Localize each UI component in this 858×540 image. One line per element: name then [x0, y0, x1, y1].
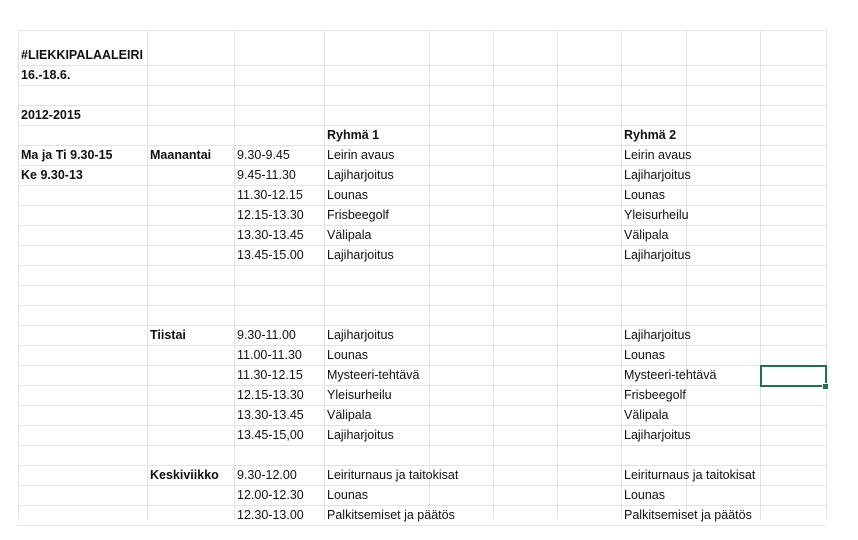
row-gridline [18, 30, 826, 31]
row-gridline [18, 245, 826, 246]
time-cell[interactable]: 13.45-15.00 [237, 248, 304, 262]
row-gridline [18, 145, 826, 146]
row-gridline [18, 385, 826, 386]
row-gridline [18, 285, 826, 286]
group1-activity-cell[interactable]: Leiriturnaus ja taitokisat [327, 468, 459, 482]
column-gridline [324, 30, 325, 520]
row-gridline [18, 225, 826, 226]
column-gridline [18, 30, 19, 520]
time-cell[interactable]: 13.45-15,00 [237, 428, 304, 442]
header-cell[interactable]: Ryhmä 1 [327, 128, 380, 142]
group2-activity-cell[interactable]: Palkitsemiset ja päätös [624, 508, 752, 522]
group1-activity-cell[interactable]: Lajiharjoitus [327, 328, 394, 342]
row-gridline [18, 65, 826, 66]
group2-activity-cell[interactable]: Lounas [624, 348, 666, 362]
group2-activity-cell[interactable]: Frisbeegolf [624, 388, 686, 402]
time-cell[interactable]: 11.30-12.15 [237, 368, 303, 382]
column-gridline [760, 30, 761, 520]
time-cell[interactable]: 9.30-9.45 [237, 148, 290, 162]
group1-activity-cell[interactable]: Frisbeegolf [327, 208, 389, 222]
group2-activity-cell[interactable]: Mysteeri-tehtävä [624, 368, 717, 382]
row-gridline [18, 485, 826, 486]
column-gridline [557, 30, 558, 520]
group2-activity-cell[interactable]: Välipala [624, 228, 669, 242]
group2-activity-cell[interactable]: Lajiharjoitus [624, 168, 691, 182]
group2-activity-cell[interactable]: Välipala [624, 408, 669, 422]
header-cell[interactable]: #LIEKKIPALAALEIRI [21, 48, 143, 62]
time-cell[interactable]: 12.30-13.00 [237, 508, 304, 522]
time-cell[interactable]: 12.00-12.30 [237, 488, 304, 502]
time-cell[interactable]: 11.00-11.30 [237, 348, 302, 362]
day-label-cell[interactable]: Maanantai [150, 148, 212, 162]
row-gridline [18, 185, 826, 186]
row-gridline [18, 445, 826, 446]
time-cell[interactable]: 9.30-12.00 [237, 468, 297, 482]
group2-activity-cell[interactable]: Leiriturnaus ja taitokisat [624, 468, 756, 482]
group2-activity-cell[interactable]: Yleisurheilu [624, 208, 689, 222]
group1-activity-cell[interactable]: Mysteeri-tehtävä [327, 368, 420, 382]
group1-activity-cell[interactable]: Lounas [327, 188, 369, 202]
row-gridline [18, 165, 826, 166]
group2-activity-cell[interactable]: Lajiharjoitus [624, 428, 691, 442]
group2-activity-cell[interactable]: Leirin avaus [624, 148, 692, 162]
row-gridline [18, 105, 826, 106]
row-gridline [18, 325, 826, 326]
row-gridline [18, 125, 826, 126]
time-cell[interactable]: 12.15-13.30 [237, 208, 304, 222]
column-gridline [686, 30, 687, 520]
row-gridline [18, 425, 826, 426]
row-gridline [18, 305, 826, 306]
group1-activity-cell[interactable]: Välipala [327, 408, 372, 422]
group1-activity-cell[interactable]: Yleisurheilu [327, 388, 392, 402]
fill-handle[interactable] [822, 383, 829, 390]
column-gridline [826, 30, 827, 520]
column-gridline [429, 30, 430, 520]
group2-activity-cell[interactable]: Lounas [624, 188, 666, 202]
day-label-cell[interactable]: Tiistai [150, 328, 186, 342]
group1-activity-cell[interactable]: Lajiharjoitus [327, 248, 394, 262]
group1-activity-cell[interactable]: Palkitsemiset ja päätös [327, 508, 455, 522]
header-cell[interactable]: Ryhmä 2 [624, 128, 677, 142]
header-cell[interactable]: 2012-2015 [21, 108, 81, 122]
group1-activity-cell[interactable]: Lajiharjoitus [327, 428, 394, 442]
group1-activity-cell[interactable]: Lajiharjoitus [327, 168, 394, 182]
group1-activity-cell[interactable]: Välipala [327, 228, 372, 242]
column-gridline [493, 30, 494, 520]
column-gridline [234, 30, 235, 520]
row-gridline [18, 345, 826, 346]
group1-activity-cell[interactable]: Leirin avaus [327, 148, 395, 162]
header-cell[interactable]: 16.-18.6. [21, 68, 71, 82]
time-cell[interactable]: 11.30-12.15 [237, 188, 303, 202]
time-cell[interactable]: 9.45-11.30 [237, 168, 296, 182]
day-label-cell[interactable]: Keskiviikko [150, 468, 219, 482]
group2-activity-cell[interactable]: Lajiharjoitus [624, 248, 691, 262]
row-gridline [18, 405, 826, 406]
row-gridline [18, 85, 826, 86]
time-cell[interactable]: 13.30-13.45 [237, 228, 304, 242]
column-gridline [147, 30, 148, 520]
time-cell[interactable]: 13.30-13.45 [237, 408, 304, 422]
selected-cell[interactable] [760, 365, 827, 387]
group1-activity-cell[interactable]: Lounas [327, 348, 369, 362]
column-gridline [621, 30, 622, 520]
group2-activity-cell[interactable]: Lajiharjoitus [624, 328, 691, 342]
row-gridline [18, 525, 826, 526]
header-cell[interactable]: Ke 9.30-13 [21, 168, 83, 182]
header-cell[interactable]: Ma ja Ti 9.30-15 [21, 148, 113, 162]
group1-activity-cell[interactable]: Lounas [327, 488, 369, 502]
row-gridline [18, 265, 826, 266]
group2-activity-cell[interactable]: Lounas [624, 488, 666, 502]
time-cell[interactable]: 9.30-11.00 [237, 328, 296, 342]
row-gridline [18, 205, 826, 206]
time-cell[interactable]: 12.15-13.30 [237, 388, 304, 402]
